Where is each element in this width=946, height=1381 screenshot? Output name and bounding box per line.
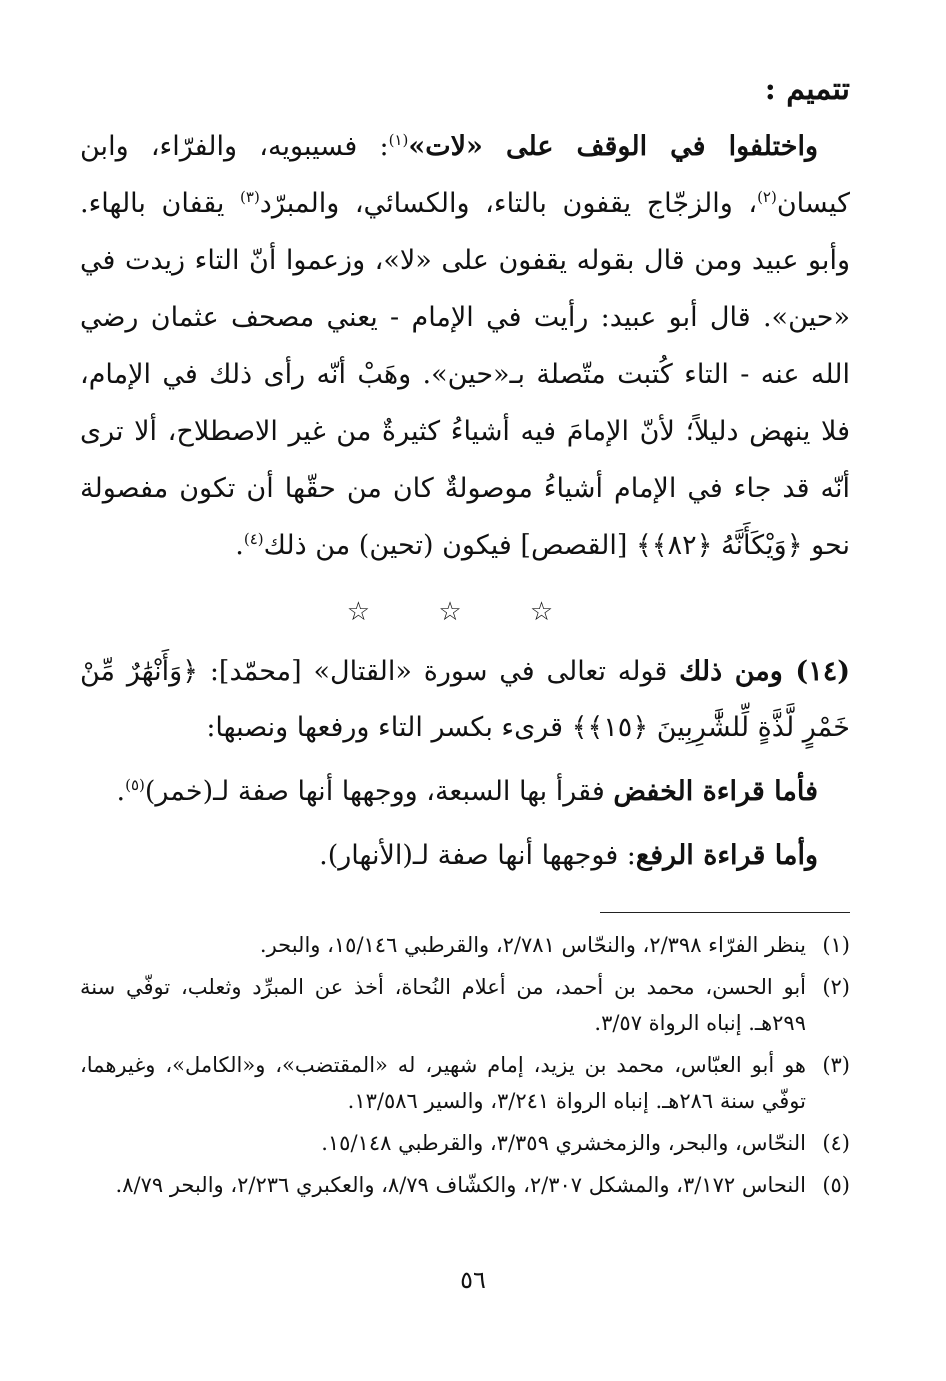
footnote-item xyxy=(80,1167,850,1203)
footnote-ref-2[interactable]: (٢) xyxy=(757,188,777,206)
paragraph-lead: واختلفوا في الوقف على «لات» xyxy=(408,131,818,162)
footnote-ref-5[interactable]: (٥) xyxy=(125,776,145,794)
footnote-number: (٥) xyxy=(822,1173,850,1197)
footnote-text: النحّاس، والبحر، والزمخشري ٣/٣٥٩، والقرطبي ١٥/١٤٨. xyxy=(321,1131,806,1155)
footnote-item xyxy=(80,969,850,1041)
footnote-ref-1[interactable]: (١) xyxy=(388,131,409,149)
paragraph-text: قوله تعالى في سورة «القتال» [محمّد]: ﴿وَأَنْهَٰرٌ مِّنْ خَمْرٍ لَّذَّةٍ لِّلشَّٰرِبِينَ ﴿١٥﴾﴾ قرىء بكسر التاء ورفعها ونصبها: xyxy=(80,656,850,743)
footnotes xyxy=(80,927,850,1203)
footnote-number: (١) xyxy=(822,933,850,957)
footnote-text: النحاس ٣/١٧٢، والمشكل ٢/٣٠٧، والكشّاف ٨/٧٩، والعكبري ٢/٢٣٦، والبحر ٨/٧٩. xyxy=(115,1173,806,1197)
paragraph-khafd-reading xyxy=(80,764,850,820)
paragraph-lat-waqf xyxy=(80,118,850,574)
footnote-ref-3[interactable]: (٣) xyxy=(240,188,260,206)
paragraph-text: : فسيبويه، والفرّاء، وابن كيسان xyxy=(80,131,850,219)
paragraph-text: ، والزجّاج يقفون بالتاء، والكسائي، والمبرّد xyxy=(259,188,758,219)
paragraph-lead: وأما قراءة الرفع xyxy=(635,840,818,871)
footnote-number: (٣) xyxy=(822,1053,850,1077)
paragraph-text: فقرأ بها السبعة، ووجهها أنها صفة لـ(خمر) xyxy=(144,776,614,807)
footnote-text: هو أبو العبّاس، محمد بن يزيد، إمام شهير، له «المقتضب»، و«الكامل»، وغيرهما، توفّي سنة ٢٨٦هـ. إنباه الرواة ٣/٢٤١، والسير ١٣/٥٨٦. xyxy=(80,1053,806,1113)
paragraph-lead: فأما قراءة الخفض xyxy=(613,776,818,807)
footnote-item xyxy=(80,927,850,963)
paragraph-text: يقفان بالهاء. وأبو عبيد ومن قال بقوله يقفون على «لا»، وزعموا أنّ التاء زيدت في «حين». قال أبو عبيد: رأيت في الإمام - يعني مصحف عثمان رضي الله عنه - التاء كُتبت متّصلة بـ«حين». وهَبْ أنّه رأى ذلك في الإمام، فلا ينهض دليلاً؛ لأنّ الإمامَ فيه أشياءُ كثيرةٌ من غير الاصطلاح، ألا ترى أنّه قد جاء في الإمام أشياءُ موصولةٌ كان من حقّها أن تكون مفصولة نحو ﴿وَيْكَأَنَّهُ ﴿٨٢﴾﴾ [القصص] فيكون (تحين) من ذلك xyxy=(80,188,850,561)
footnote-item xyxy=(80,1125,850,1161)
section-heading: تتميم : xyxy=(764,72,850,107)
paragraph-text: : فوجهها أنها صفة لـ(الأنهار). xyxy=(319,840,636,871)
footnote-number: (٤) xyxy=(822,1131,850,1155)
paragraph-text: . xyxy=(116,776,126,807)
footnote-ref-4[interactable]: (٤) xyxy=(243,530,264,548)
footnote-text: ينظر الفرّاء ٢/٣٩٨، والنحّاس ٢/٧٨١، والقرطبي ١٥/١٤٦، والبحر. xyxy=(259,933,806,957)
star-separator: ☆ ☆ ☆ xyxy=(346,597,584,627)
footnote-item xyxy=(80,1047,850,1119)
footnote-number: (٢) xyxy=(822,975,850,999)
paragraph-raf-reading xyxy=(80,828,850,884)
paragraph-text: . xyxy=(235,530,244,561)
paragraph-lead: (١٤) ومن ذلك xyxy=(679,656,850,687)
page-number: ٥٦ xyxy=(460,1266,486,1294)
footnote-divider xyxy=(600,912,850,913)
footnote-text: أبو الحسن، محمد بن أحمد، من أعلام النُحاة، أخذ عن المبرِّد وثعلب، توفّي سنة ٢٩٩هـ. إنباه الرواة ٣/٥٧. xyxy=(80,975,806,1035)
paragraph-item-14 xyxy=(80,644,850,756)
